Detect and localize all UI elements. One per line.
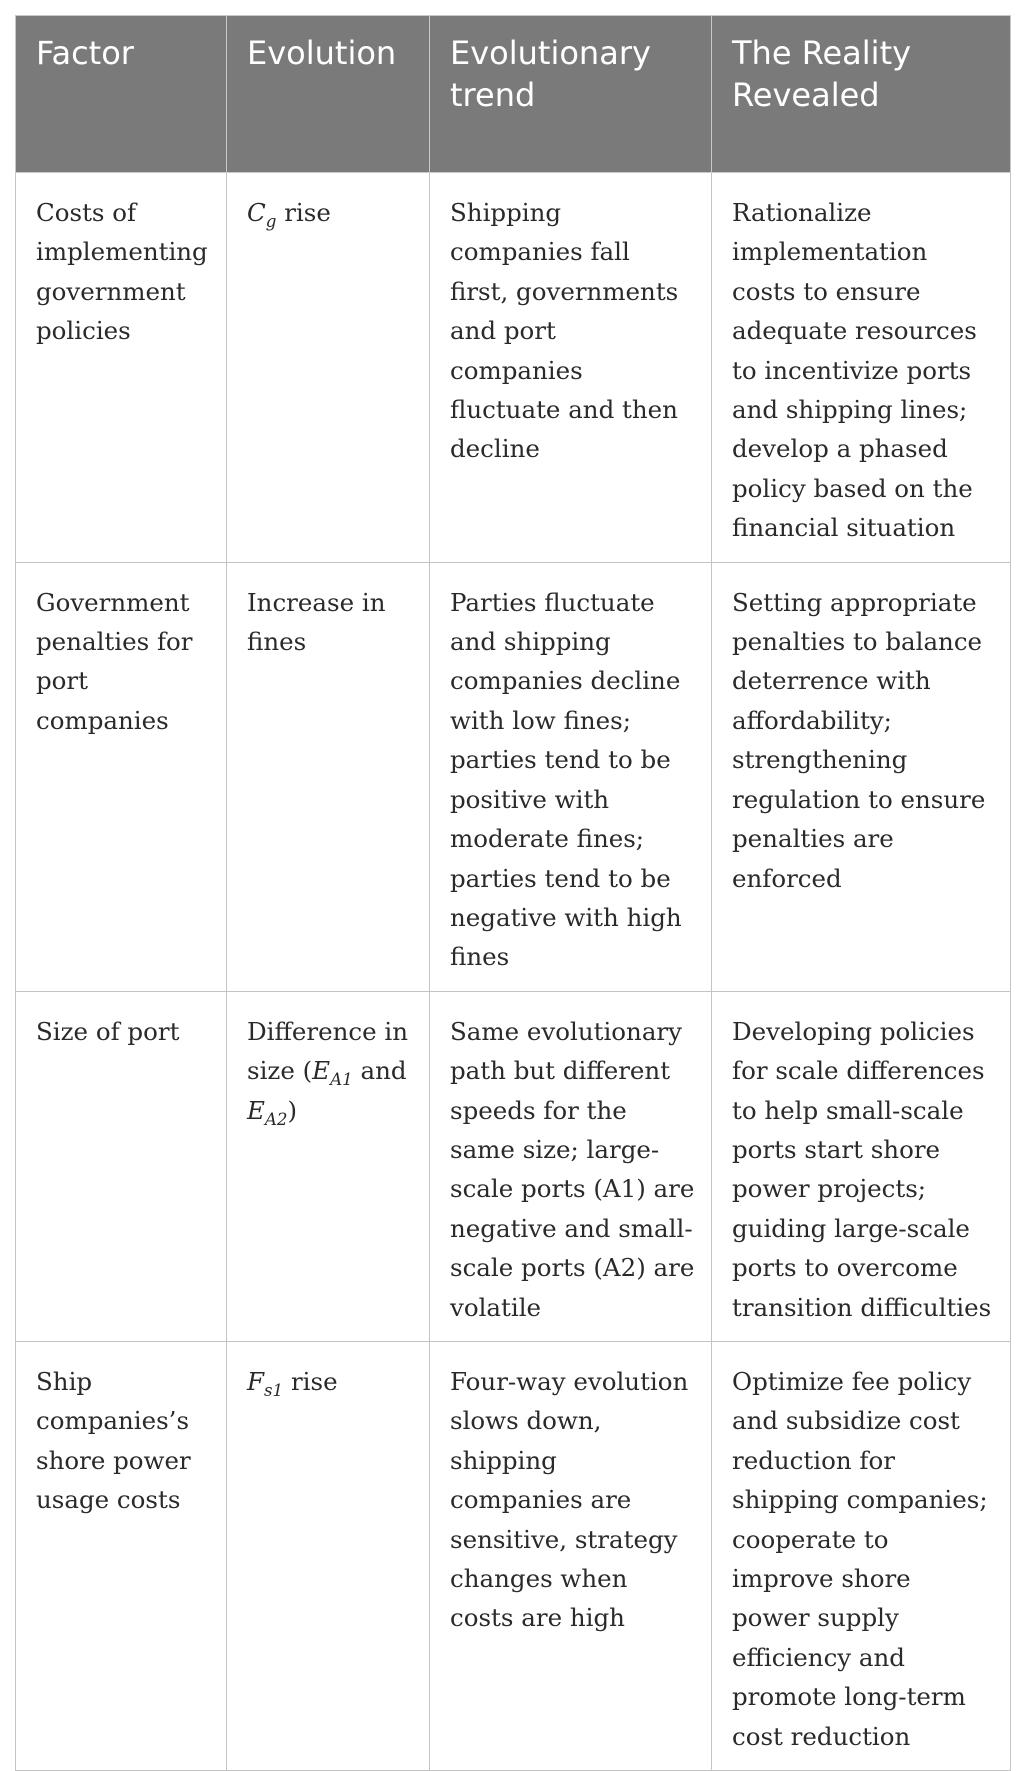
cell-reality: Optimize fee policy and subsidize cost reduction for shipping companies; cooperate to improve shore power supply efficiency and promote long-term cost reduction bbox=[712, 1341, 1011, 1770]
cell-trend: Shipping companies fall first, governments and port companies fluctuate and then decline bbox=[430, 173, 712, 563]
math-subscript: g bbox=[265, 211, 277, 231]
header-evolution: Evolution bbox=[227, 16, 430, 173]
cell-reality: Setting appropriate penalties to balance deterrence with affordability; strengthening regulation to ensure penalties are enforced bbox=[712, 562, 1011, 991]
math-subscript: s1 bbox=[264, 1380, 284, 1400]
cell-evolution bbox=[227, 991, 430, 1341]
evolution-text: rise bbox=[283, 1366, 338, 1396]
cell-factor: Costs of implementing government policies bbox=[16, 173, 227, 563]
cell-reality: Developing policies for scale differences to help small-scale ports start shore power projects; guiding large-scale ports to overcome transition difficulties bbox=[712, 991, 1011, 1341]
evolution-text: and bbox=[352, 1056, 407, 1086]
cell-evolution: Increase in fines bbox=[227, 562, 430, 991]
cell-factor: Size of port bbox=[16, 991, 227, 1341]
table-row bbox=[16, 562, 1011, 991]
math-variable: C bbox=[247, 198, 266, 227]
table-header-row bbox=[16, 16, 1011, 173]
table-row bbox=[16, 173, 1011, 563]
header-reality-revealed: The Reality Revealed bbox=[712, 16, 1011, 173]
cell-factor: Ship companies’s shore power usage costs bbox=[16, 1341, 227, 1770]
math-subscript: A1 bbox=[330, 1069, 353, 1089]
cell-trend: Parties fluctuate and shipping companies decline with low fines; parties tend to be positive with moderate fines; parties tend to be negative with high fines bbox=[430, 562, 712, 991]
evolution-text: rise bbox=[276, 198, 331, 227]
header-evolutionary-trend: Evolutionary trend bbox=[430, 16, 712, 173]
math-variable: F bbox=[247, 1366, 264, 1396]
cell-factor: Government penalties for port companies bbox=[16, 562, 227, 991]
cell-evolution bbox=[227, 1341, 430, 1770]
cell-reality: Rationalize implementation costs to ensure adequate resources to incentivize ports and shipping lines; develop a phased policy based on the financial situation bbox=[712, 173, 1011, 563]
evolution-text: ) bbox=[287, 1095, 298, 1125]
table-row bbox=[16, 991, 1011, 1341]
math-subscript: A2 bbox=[264, 1109, 288, 1129]
cell-trend: Same evolutionary path but different speeds for the same size; large-scale ports (A1) are negative and small-scale ports (A2) are volatile bbox=[430, 991, 712, 1341]
header-factor: Factor bbox=[16, 16, 227, 173]
policy-factors-table bbox=[15, 15, 1011, 1771]
evolution-text: Difference in size ( bbox=[247, 1016, 408, 1086]
math-variable: E bbox=[312, 1056, 331, 1086]
math-variable: E bbox=[247, 1095, 265, 1125]
cell-trend: Four-way evolution slows down, shipping companies are sensitive, strategy changes when costs are high bbox=[430, 1341, 712, 1770]
cell-evolution bbox=[227, 173, 430, 563]
data-table-container bbox=[15, 15, 1010, 1771]
table-row bbox=[16, 1341, 1011, 1770]
